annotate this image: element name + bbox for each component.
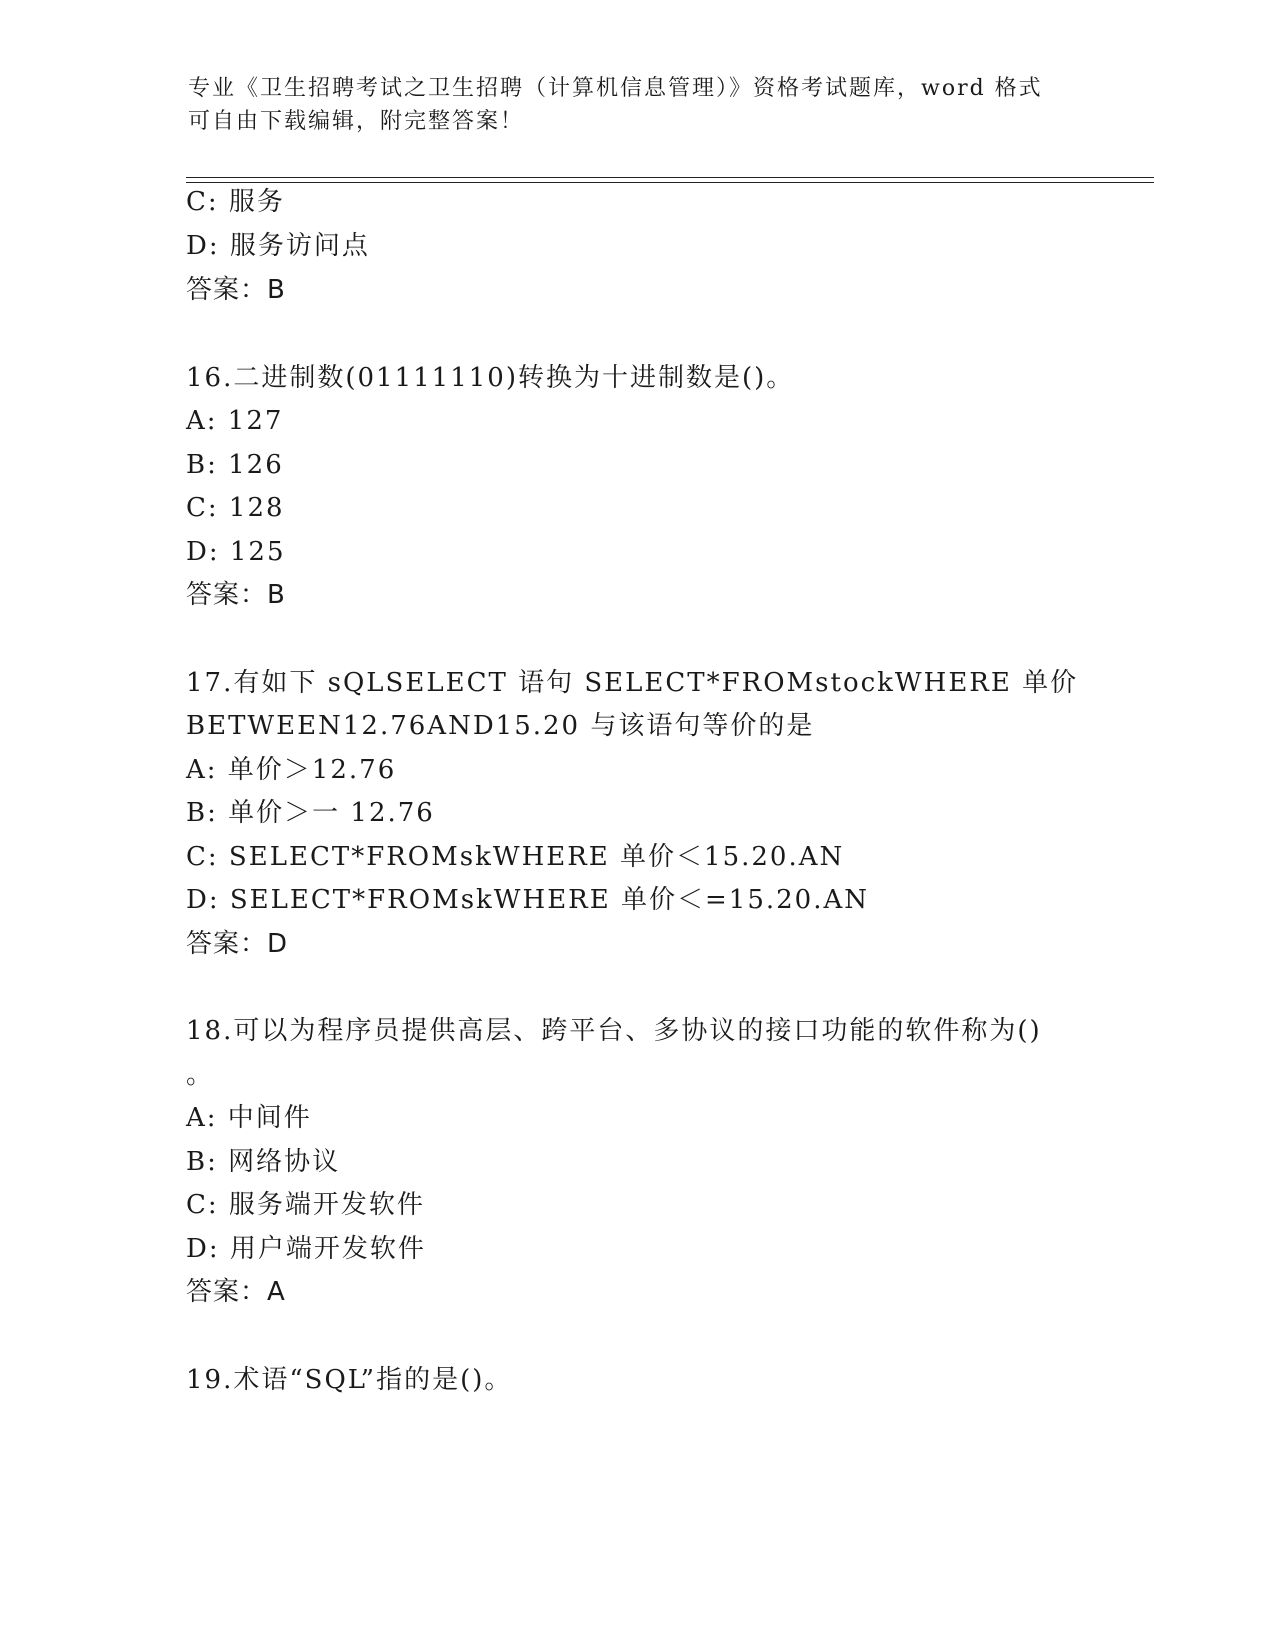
q16-option-a: A: 127 <box>186 406 284 436</box>
q19-question: 19.术语“SQL”指的是()。 <box>186 1365 513 1395</box>
q18-question-line-2: 。 <box>186 1060 215 1090</box>
q18-option-c: C: 服务端开发软件 <box>186 1190 425 1220</box>
q15-answer: 答案：B <box>186 275 286 305</box>
q16-option-b: B: 126 <box>186 450 284 480</box>
header-divider-bottom <box>186 182 1154 183</box>
q17-option-c: C: SELECT*FROMskWHERE 单价＜15.20.AN <box>186 842 845 872</box>
q17-answer: 答案：D <box>186 929 289 959</box>
page-header <box>188 72 1068 138</box>
q17-question-line-2: BETWEEN12.76AND15.20 与该语句等价的是 <box>186 711 815 741</box>
q18-option-a: A: 中间件 <box>186 1103 312 1133</box>
q16-option-c: C: 128 <box>186 493 285 523</box>
q16-answer: 答案：B <box>186 580 286 610</box>
q18-option-d: D: 用户端开发软件 <box>186 1234 426 1264</box>
q15-option-c: C: 服务 <box>186 187 285 217</box>
header-line-1: 专业《卫生招聘考试之卫生招聘（计算机信息管理）》资格考试题库，word 格式 <box>188 76 1043 101</box>
q17-question-line-1: 17.有如下 sQLSELECT 语句 SELECT*FROMstockWHERE 单价 <box>186 668 1079 698</box>
q15-option-d: D: 服务访问点 <box>186 231 370 261</box>
q16-question: 16.二进制数(01111110)转换为十进制数是()。 <box>186 363 795 393</box>
q18-question-line-1: 18.可以为程序员提供高层、跨平台、多协议的接口功能的软件称为() <box>186 1016 1042 1046</box>
q17-option-d: D: SELECT*FROMskWHERE 单价＜=15.20.AN <box>186 885 869 915</box>
q17-option-a: A: 单价＞12.76 <box>186 755 397 785</box>
header-divider-top <box>186 177 1154 178</box>
q18-option-b: B: 网络协议 <box>186 1147 341 1177</box>
q17-option-b: B: 单价＞一 12.76 <box>186 798 435 828</box>
q16-option-d: D: 125 <box>186 537 286 567</box>
q18-answer: 答案：A <box>186 1277 286 1307</box>
header-line-2: 可自由下载编辑，附完整答案！ <box>188 109 525 134</box>
